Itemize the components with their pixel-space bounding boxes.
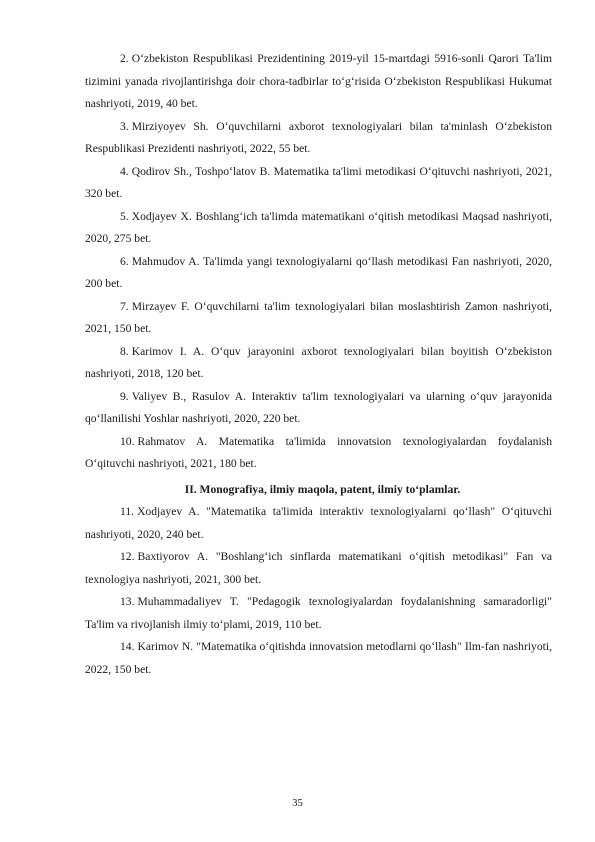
section-heading: II. Monografiya, ilmiy maqola, patent, ilmiy to‘plamlar. — [184, 482, 461, 496]
reference-item — [85, 501, 552, 546]
reference-number: 10. — [120, 434, 135, 448]
reference-text: Baxtiyorov A. "Boshlang‘ich sinflarda matematikani o‘qitish metodikasi" Fan va texnologiya nashriyoti, 2021, 300 bet. — [85, 550, 552, 586]
reference-item — [85, 636, 552, 681]
reference-text: Rahmatov A. Matematika ta'limida innovatsion texnologiyalardan foydalanish O‘qituvchi nashriyoti, 2021, 180 bet. — [85, 434, 552, 470]
reference-item — [85, 386, 552, 431]
reference-item — [85, 48, 552, 116]
reference-number: 7. — [120, 299, 129, 313]
reference-number: 12. — [120, 550, 135, 563]
reference-text: Valiyev B., Rasulov A. Interaktiv ta'lim texnologiyalari va ularning o‘quv jarayonida qo‘llanilishi Yoshlar nashriyoti, 2020, 220 bet. — [85, 389, 552, 425]
reference-item — [85, 591, 552, 636]
reference-number: 9. — [120, 389, 129, 403]
reference-item — [85, 341, 552, 386]
reference-number: 14. — [120, 640, 135, 653]
reference-item — [85, 161, 552, 206]
reference-text: Xodjayev A. "Matematika ta'limida interaktiv texnologiyalarni qo‘llash" O‘qituvchi nashriyoti, 2020, 240 bet. — [85, 505, 552, 541]
document-page — [85, 48, 552, 681]
reference-item — [85, 251, 552, 296]
reference-list-books — [85, 48, 552, 476]
reference-number: 2. — [120, 52, 129, 65]
reference-item — [85, 546, 552, 591]
page-number: 35 — [292, 798, 303, 809]
reference-number: 13. — [120, 595, 135, 608]
reference-text: Qodirov Sh., Toshpo‘latov B. Matematika ta'limi metodikasi O‘qituvchi nashriyoti, 2021, 320 bet. — [85, 164, 552, 200]
reference-item — [85, 431, 552, 476]
reference-text: Mirzayev F. O‘quvchilarni ta'lim texnologiyalari bilan moslashtirish Zamon nashriyoti, 2021, 150 bet. — [85, 299, 552, 335]
reference-text: Mahmudov A. Ta'limda yangi texnologiyalarni qo‘llash metodikasi Fan nashriyoti, 2020, 200 bet. — [85, 254, 552, 290]
reference-text: Karimov N. "Matematika o‘qitishda innovatsion metodlarni qo‘llash" Ilm-fan nashriyoti, 2022, 150 bet. — [85, 640, 552, 676]
reference-text: Xodjayev X. Boshlang‘ich ta'limda matematikani o‘qitish metodikasi Maqsad nashriyoti, 2020, 275 bet. — [85, 209, 552, 245]
reference-number: 4. — [120, 164, 129, 178]
reference-number: 11. — [120, 505, 135, 518]
reference-text: Karimov I. A. O‘quv jarayonini axborot texnologiyalari bilan boyitish O‘zbekiston nashriyoti, 2018, 120 bet. — [85, 344, 552, 380]
reference-number: 5. — [120, 209, 129, 223]
reference-item — [85, 296, 552, 341]
reference-number: 3. — [120, 119, 129, 133]
reference-item — [85, 116, 552, 161]
reference-number: 6. — [120, 254, 129, 268]
reference-list-monographs — [85, 501, 552, 681]
reference-number: 8. — [120, 344, 129, 358]
reference-text: Muhammadaliyev T. "Pedagogik texnologiyalardan foydalanishning samaradorligi" Ta'lim va rivojlanish ilmiy to‘plami, 2019, 110 bet. — [85, 595, 552, 631]
reference-text: Mirziyoyev Sh. O‘quvchilarni axborot texnologiyalari bilan ta'minlash O‘zbekiston Respublikasi Prezidenti nashriyoti, 2022, 55 bet. — [85, 119, 552, 155]
reference-text: O‘zbekiston Respublikasi Prezidentining 2019-yil 15-martdagi 5916-sonli Qarori Ta'lim tizimini yanada rivojlantirishga doir chora-tadbirlar to‘g‘risida O‘zbekiston Respublikasi Hukumat nashriyoti, 2019, 40 bet. — [85, 52, 552, 110]
reference-item — [85, 206, 552, 251]
